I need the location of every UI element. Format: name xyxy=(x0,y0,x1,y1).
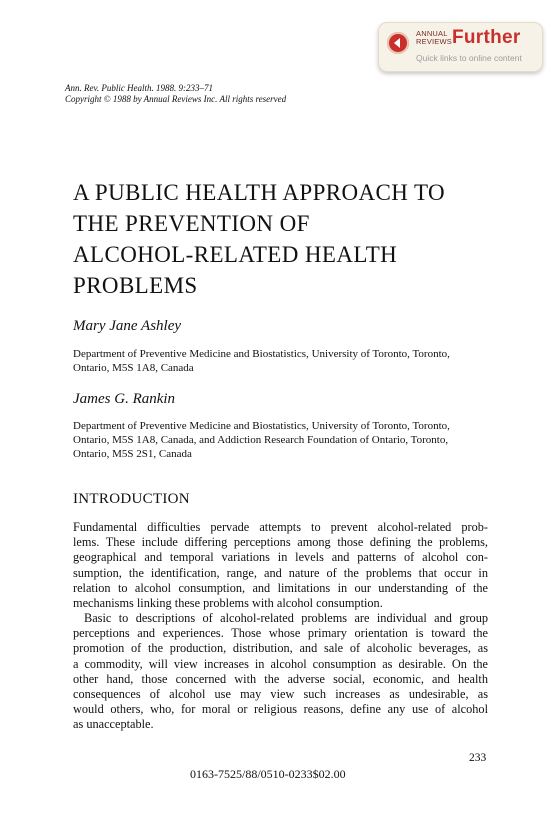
paragraph-line: relation to alcohol consumption, and limitations in our understanding of the xyxy=(73,580,488,595)
author-name: Mary Jane Ashley xyxy=(73,318,182,334)
paragraph-line: geographical and temporal variations in levels and patterns of alcohol con- xyxy=(73,550,488,565)
publisher-line-2: REVIEWS xyxy=(416,37,452,46)
paragraph-line: mechanisms linking these problems with alcohol consumption. xyxy=(73,596,383,611)
annual-reviews-logo-icon xyxy=(387,32,409,54)
affiliation-line: Ontario, M5S 1A8, Canada xyxy=(73,362,194,374)
citation-line-2: Copyright © 1988 by Annual Reviews Inc. All rights reserved xyxy=(65,94,287,104)
paragraph-line: a commodity, will view increases in alcohol consumption as desirable. On the xyxy=(73,656,488,671)
paragraph-line: sumption, the identification, range, and nature of the problems that occur in xyxy=(73,565,488,580)
paragraph xyxy=(73,611,488,733)
paragraph-line: lems. These include differing perceptions among those defining the problems, xyxy=(73,535,488,550)
paragraph-line: as unacceptable. xyxy=(73,717,154,732)
section-heading: INTRODUCTION xyxy=(73,491,190,507)
paragraph xyxy=(73,520,488,611)
article-title xyxy=(73,177,513,301)
title-line: ALCOHOL-RELATED HEALTH xyxy=(73,242,398,267)
paragraph-line: promotion of the production, distribution, and sale of alcoholic beverages, as xyxy=(73,641,488,656)
affiliation-line: Department of Preventive Medicine and Biostatistics, University of Toronto, Toronto, xyxy=(73,348,450,360)
citation-line-1: Ann. Rev. Public Health. 1988. 9:233–71 xyxy=(65,83,214,93)
author-affiliation xyxy=(73,347,493,375)
further-brand: Further xyxy=(452,27,521,48)
affiliation-line: Ontario, M5S 1A8, Canada, and Addiction Research Foundation of Ontario, Toronto, xyxy=(73,434,449,446)
title-line: THE PREVENTION OF xyxy=(73,211,310,236)
further-banner[interactable] xyxy=(378,22,543,72)
paragraph-line: would others, who, for moral or religious reasons, define any use of alcohol xyxy=(73,702,488,717)
paragraph-line: perceptions and experiences. Those whose primary orientation is toward the xyxy=(73,626,488,641)
author-affiliation xyxy=(73,419,493,461)
paragraph-line: other hand, those concerned with the adverse social, economic, and health xyxy=(73,671,488,686)
journal-citation xyxy=(65,83,286,105)
page-number: 233 xyxy=(469,752,487,764)
publisher-line-1: ANNUAL xyxy=(416,29,448,38)
paragraph-line: consequences of alcohol use may view such increases as undesirable, as xyxy=(73,687,488,702)
affiliation-line: Department of Preventive Medicine and Biostatistics, University of Toronto, Toronto, xyxy=(73,420,450,432)
publisher-name xyxy=(416,30,452,46)
title-line: A PUBLIC HEALTH APPROACH TO xyxy=(73,180,446,205)
title-line: PROBLEMS xyxy=(73,273,198,298)
footer-code: 0163-7525/88/0510-0233$02.00 xyxy=(190,767,346,781)
author-name: James G. Rankin xyxy=(73,391,176,407)
further-subtitle: Quick links to online content xyxy=(416,53,522,63)
paragraph-line: Basic to descriptions of alcohol-related problems are individual and group xyxy=(84,611,488,625)
paragraph-line: Fundamental difficulties pervade attempts to prevent alcohol-related prob- xyxy=(73,520,488,534)
affiliation-line: Ontario, M5S 2S1, Canada xyxy=(73,448,192,460)
